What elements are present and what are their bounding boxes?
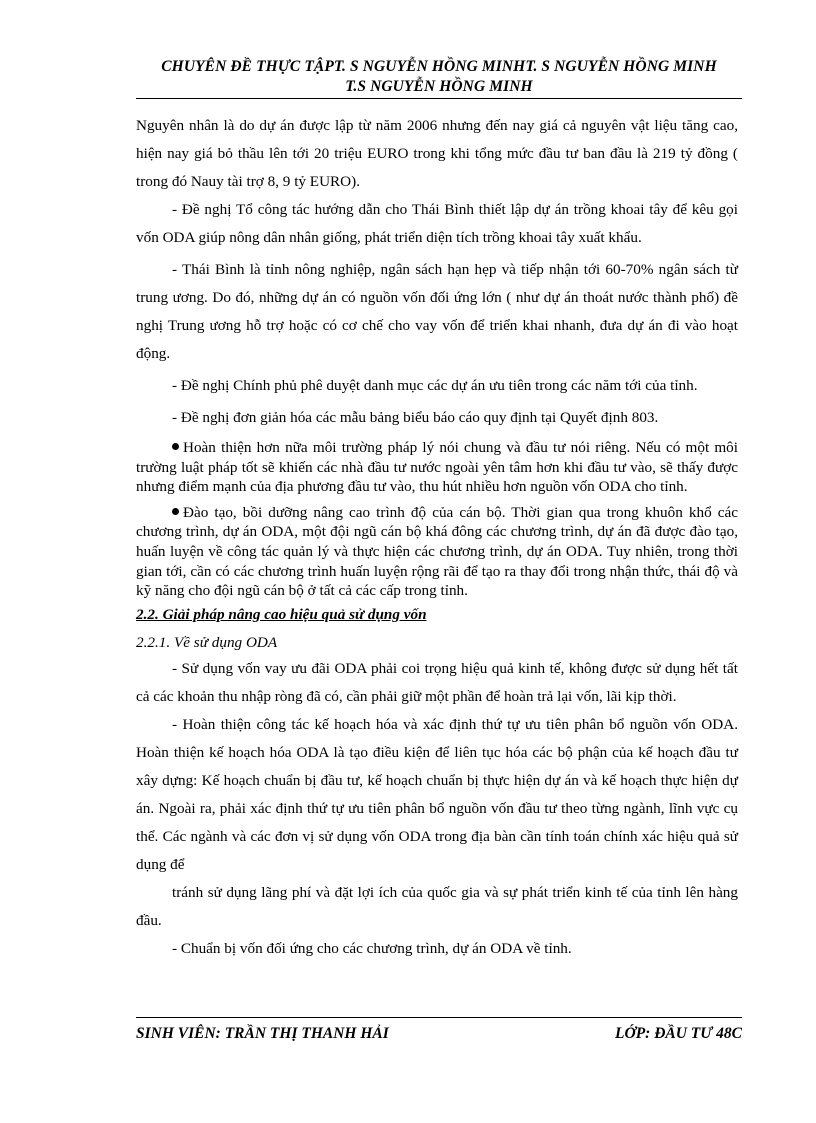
document-body: [136, 112, 738, 963]
header-line-1: CHUYÊN ĐỀ THỰC TẬPT. S NGUYỄN HỒNG MINHT. S NGUYỄN HỒNG MINH: [161, 58, 717, 75]
page-header: [136, 57, 742, 97]
section-heading: 2.2. Giải pháp nâng cao hiệu quả sử dụng vốn: [136, 605, 427, 623]
paragraph-11: - Chuẩn bị vốn đối ứng cho các chương trình, dự án ODA về tỉnh.: [172, 939, 572, 957]
paragraph-4: - Đề nghị Chính phủ phê duyệt danh mục các dự án ưu tiên trong các năm tới của tỉnh.: [172, 377, 698, 394]
footer-student: SINH VIÊN: TRẦN THỊ THANH HẢI: [136, 1025, 389, 1042]
footer-class: LỚP: ĐẦU TƯ 48C: [615, 1025, 742, 1042]
paragraph-2: - Đề nghị Tổ công tác hướng dẫn cho Thái Bình thiết lập dự án trồng khoai tây để kêu gọi vốn ODA giúp nông dân nhân giống, phát triển diện tích trồng khoai tây xuất khẩu.: [136, 201, 738, 246]
bullet-paragraph-1-text: Hoàn thiện hơn nữa môi trường pháp lý nói chung và đầu tư nói riêng. Nếu có một môi trường luật pháp tốt sẽ khiến các nhà đầu tư nước ngoài yên tâm hơn khi đầu tư vào, sẽ thấy được nhưng điểm mạnh của địa phương đầu tư vào, thu hút nhiều hơn nguồn vốn ODA cho tỉnh.: [136, 439, 738, 496]
paragraph-8: - Sử dụng vốn vay ưu đãi ODA phải coi trọng hiệu quả kinh tế, không được sử dụng hết tất cả các khoản thu nhập ròng đã có, cần phải giữ một phần để hoàn trả lại vốn, lãi kịp thời.: [136, 659, 738, 705]
footer-divider: [136, 1017, 742, 1018]
paragraph-9: - Hoàn thiện công tác kế hoạch hóa và xác định thứ tự ưu tiên phân bổ nguồn vốn ODA. Hoàn thiện kế hoạch hóa ODA là tạo điều kiện để liên tục hóa các bộ phận của kế hoạch đầu tư xây dựng: Kế hoạch chuẩn bị đầu tư, kế hoạch chuẩn bị thực hiện dự án và kế hoạch thực hiện dự án. Ngoài ra, phải xác định thứ tự ưu tiên phân bổ nguồn vốn đầu tư theo từng ngành, lĩnh vực cụ thể. Các ngành và các đơn vị sử dụng vốn ODA trong địa bàn cần tính toán chính xác hiệu quả sử dụng để: [136, 715, 738, 873]
paragraph-10: tránh sử dụng lãng phí và đặt lợi ích của quốc gia và sự phát triển kinh tế của tỉnh lên hàng đầu.: [136, 883, 738, 929]
page-footer: [136, 1022, 742, 1046]
paragraph-1: Nguyên nhân là do dự án được lập từ năm 2006 nhưng đến nay giá cả nguyên vật liệu tăng cao, hiện nay giá bỏ thầu lên tới 20 triệu EURO trong khi tổng mức đầu tư ban đầu là 219 tỷ đồng ( trong đó Nauy tài trợ 8, 9 tỷ EURO).: [136, 117, 738, 190]
bullet-paragraph-1: [136, 438, 738, 497]
bullet-paragraph-2: [136, 503, 738, 601]
paragraph-3: - Thái Bình là tỉnh nông nghiệp, ngân sách hạn hẹp và tiếp nhận tới 60-70% ngân sách từ trung ương. Do đó, những dự án có nguồn vốn đối ứng lớn ( như dự án thoát nước thành phố) đề nghị Trung ương hỗ trợ hoặc có cơ chế cho vay vốn để triển khai nhanh, đưa dự án đi vào hoạt động.: [136, 261, 738, 362]
subsection-heading: 2.2.1. Về sử dụng ODA: [136, 633, 278, 651]
paragraph-5: - Đề nghị đơn giản hóa các mẫu bảng biểu báo cáo quy định tại Quyết định 803.: [172, 409, 659, 426]
bullet-dot-icon: [172, 508, 179, 515]
header-divider: [136, 98, 742, 99]
header-line-2: T.S NGUYỄN HỒNG MINH: [345, 78, 533, 95]
bullet-dot-icon: [172, 443, 179, 450]
bullet-paragraph-2-text: Đào tạo, bồi dưỡng nâng cao trình độ của cán bộ. Thời gian qua trong khuôn khổ các chương trình, dự án ODA, một đội ngũ cán bộ khá đông các chương trình, dự án đã được đào tạo, huấn luyện về công tác quản lý và thực hiện các chương trình, dự án ODA. Tuy nhiên, trong thời gian tới, cần có các chương trình huấn luyện rộng rãi để tạo ra thay đổi trong nhận thức, thái độ và kỹ năng cho đội ngũ cán bộ ở tất cả các cấp trong tỉnh.: [136, 503, 738, 600]
